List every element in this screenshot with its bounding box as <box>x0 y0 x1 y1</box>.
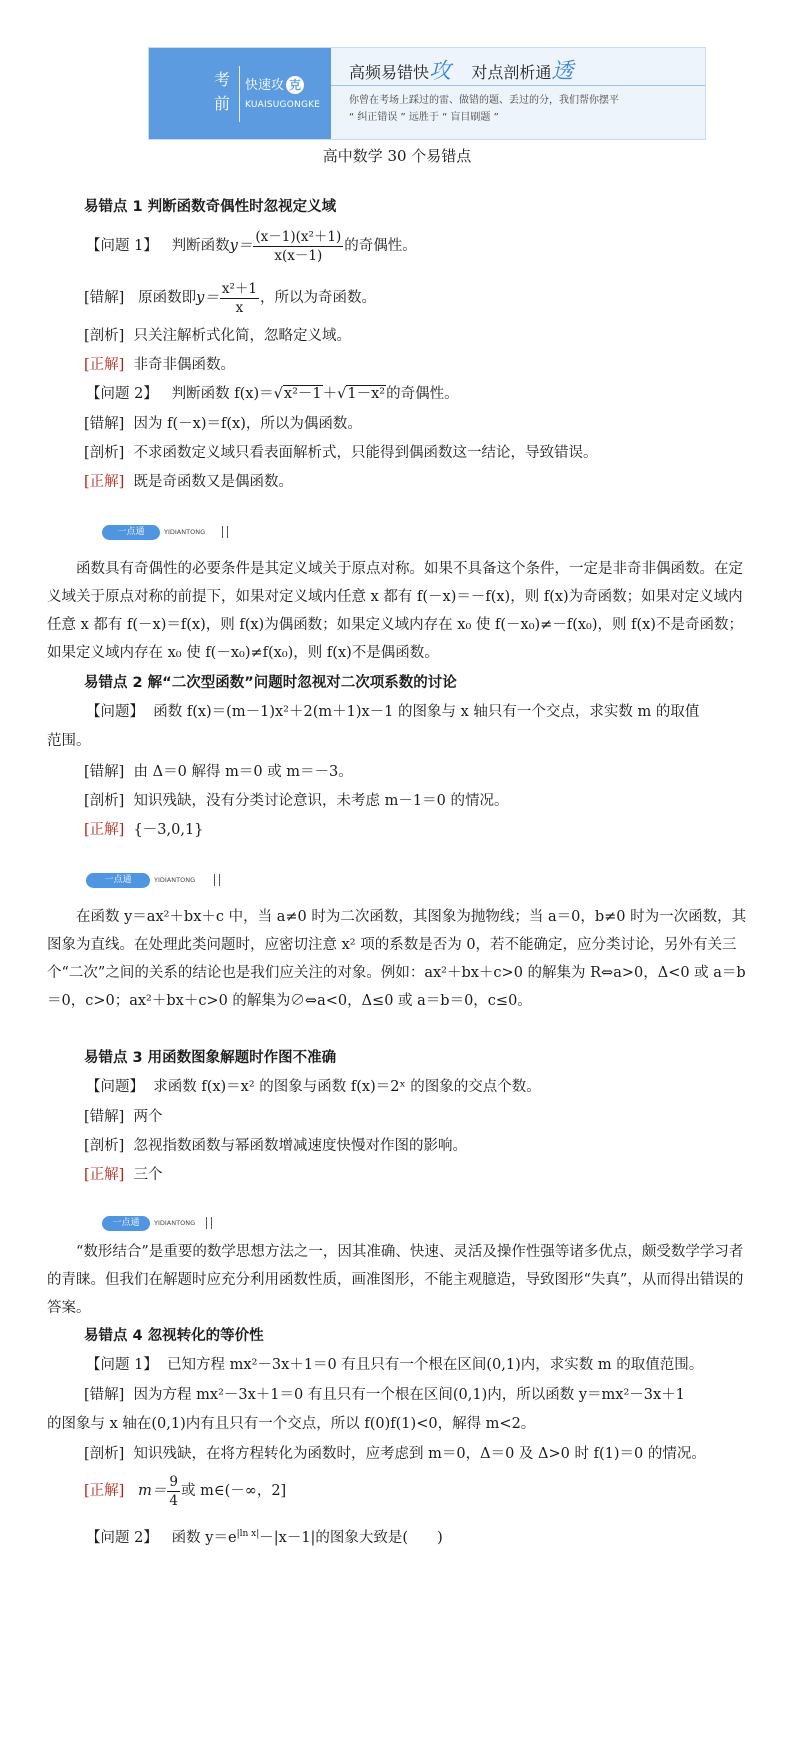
s3-correct <box>84 1165 163 1185</box>
s1-q2-pre: 判断函数 f(x)＝ <box>171 386 274 402</box>
s1-a2-label: [剖析] <box>84 445 125 461</box>
section-2-heading: 易错点 2 解“二次型函数”问题时忽视对二次项系数的讨论 <box>84 675 457 691</box>
slogan-accent-tou: 透 <box>551 59 574 84</box>
s1-c1-label: [正解] <box>84 357 125 373</box>
s1-w1-post: ，所以为奇函数。 <box>259 290 376 306</box>
s1-a2-text: 不求函数定义域只看表面解析式，只能得到偶函数这一结论，导致错误。 <box>133 445 598 461</box>
s1-w2-text: 因为 f(－x)＝f(x)，所以为偶函数。 <box>133 416 362 432</box>
s3-q-label: 【问题】 <box>86 1079 144 1095</box>
document-title: 高中数学 30 个易错点 <box>322 147 472 165</box>
s3-c-label: [正解] <box>84 1167 125 1183</box>
s2-c-text: {－3,0,1} <box>133 822 204 838</box>
s1-w1-pre: 原函数即 <box>138 290 197 306</box>
s3-wrong <box>84 1107 163 1127</box>
s4-c-denominator: 4 <box>169 1492 178 1509</box>
section-4-heading: 易错点 4 忽视转化的等价性 <box>84 1328 264 1344</box>
banner-intro-line-1: 你曾在考场上踩过的雷、做错的题、丢过的分，我们帮你摆平 <box>349 95 619 106</box>
s1-a1-text: 只关注解析式化简，忽略定义域。 <box>133 328 352 344</box>
s3-w-text: 两个 <box>133 1109 163 1125</box>
double-bar-icon <box>206 1217 212 1229</box>
s1-w1-fraction <box>220 280 259 317</box>
yidiantong-sub: YIDIANTONG <box>154 876 196 884</box>
s1-q2-radicand-1: x²－1 <box>283 386 322 402</box>
s1-w1-label: [错解] <box>84 290 125 306</box>
banner-rule <box>331 85 705 86</box>
s1-tip-paragraph: 函数具有奇偶性的必要条件是其定义域关于原点对称。如果不具备这个条件，一定是非奇非偶函数。在定义域关于原点对称的前提下，如果对定义域内任意 x 都有 f(－x)＝－f(x)，则 f(x)为奇函数；如果对定义域内任意 x 都有 f(－x)＝f(x)，则 f(x)为偶函数；如果定义域内存在 x₀ 使 f(－x₀)≠－f(x₀)，则 f(x)不是奇函数；如果定义域内存在 x₀ 使 f(－x₀)≠f(x₀)，则 f(x)不是偶函数。 <box>47 561 743 661</box>
s2-tip-paragraph: 在函数 y＝ax²＋bx＋c 中，当 a≠0 时为二次函数，其图象为抛物线；当 a＝0，b≠0 时为一次函数，其图象为直线。在处理此类问题时，应密切注意 x² 项的系数是否为 0，若不能确定，应分类讨论，另外有关三个“二次”之间的关系的结论也是我们应关注的对象。例如：ax²＋bx＋c>0 的解集为 R⇔a>0，Δ<0 或 a＝b＝0，c>0；ax²＋bx＋c>0 的解集为∅⇔a<0，Δ≤0 或 a＝b＝0，c≤0。 <box>47 909 747 1009</box>
s1-c2-label: [正解] <box>84 474 125 490</box>
s3-c-text: 三个 <box>133 1167 163 1183</box>
s3-analysis <box>84 1136 467 1156</box>
s4-analysis <box>84 1444 706 1464</box>
s3-w-label: [错解] <box>84 1109 125 1125</box>
banner-slogan <box>349 54 573 85</box>
s2-w-label: [错解] <box>84 764 125 780</box>
yidiantong-sub: YIDIANTONG <box>164 528 206 536</box>
s1-c1-text: 非奇非偶函数。 <box>133 357 236 373</box>
s4-w-line-1: 因为方程 mx²－3x＋1＝0 有且只有一个根在区间(0,1)内，所以函数 y＝mx²－3x＋1 <box>133 1387 685 1403</box>
s1-c2-text: 既是奇函数又是偶函数。 <box>133 474 294 490</box>
s3-a-text: 忽视指数函数与幂函数增减速度快慢对作图的影响。 <box>133 1138 468 1154</box>
s2-a-text: 知识残缺，没有分类讨论意识，未考虑 m－1＝0 的情况。 <box>133 793 509 809</box>
banner-kuaisu <box>245 74 304 94</box>
yidiantong-sub: YIDIANTONG <box>154 1219 196 1227</box>
s3-a-label: [剖析] <box>84 1138 125 1154</box>
banner-intro-line-2: “ 纠正错误 ” 远胜于 “ 盲目刷题 ” <box>349 112 499 123</box>
s4-c-numerator: 9 <box>169 1473 178 1490</box>
s2-c-label: [正解] <box>84 822 125 838</box>
banner-brand-panel <box>149 48 331 139</box>
banner-kuaisu-text: 快速攻 <box>245 78 285 93</box>
banner-kao: 考 <box>213 70 230 89</box>
section-1-heading: 易错点 1 判断函数奇偶性时忽视定义域 <box>84 199 337 215</box>
s1-q1-fraction <box>253 228 343 265</box>
s2-analysis <box>84 791 508 811</box>
s2-wrong <box>84 762 353 782</box>
s1-question-1 <box>86 227 417 265</box>
s1-analysis-2 <box>84 443 598 463</box>
s4-q2-pre: 函数 y＝e <box>171 1529 237 1546</box>
s4-c-pre: m＝ <box>138 1483 167 1499</box>
s1-w2-label: [错解] <box>84 416 125 432</box>
yidiantong-pill: 一点通 <box>102 525 160 540</box>
s4-wrong-cont: 的图象与 x 轴在(0,1)内有且只有一个交点，所以 f(0)f(1)<0，解得 m<2。 <box>47 1416 536 1432</box>
s4-question-1 <box>86 1355 703 1375</box>
s1-w1-y: y＝ <box>196 290 219 306</box>
banner-kaoqian <box>211 68 233 116</box>
s3-question <box>86 1077 541 1097</box>
s1-correct-1 <box>84 355 235 375</box>
s1-a1-label: [剖析] <box>84 328 125 344</box>
banner-qian: 前 <box>213 94 230 113</box>
s2-question-cont: 范围。 <box>47 733 91 749</box>
s1-question-2: 【问题 2】 判断函数 f(x)＝√x²－1＋√1－x²的奇偶性。 <box>86 386 459 402</box>
s1-q1-numerator: (x－1)(x²＋1) <box>255 228 342 245</box>
yidiantong-pill: 一点通 <box>102 1216 150 1231</box>
yidiantong-pill: 一点通 <box>86 873 150 888</box>
s1-q2-radicand-2: 1－x² <box>347 386 386 402</box>
s4-q1-label: 【问题 1】 <box>86 1357 158 1373</box>
s4-wrong <box>84 1385 685 1405</box>
slogan-part-b: 对点剖析通 <box>471 63 552 82</box>
s1-correct-2 <box>84 472 293 492</box>
s2-q-label: 【问题】 <box>86 704 144 720</box>
header-banner <box>148 47 706 140</box>
s2-correct <box>84 820 203 840</box>
slogan-accent-gong: 攻 <box>429 59 452 84</box>
s1-analysis-1 <box>84 326 351 346</box>
slogan-part-a: 高频易错快 <box>349 63 430 82</box>
s2-q-line-1: 函数 f(x)＝(m－1)x²＋2(m＋1)x－1 的图象与 x 轴只有一个交点，求实数 m 的取值 <box>153 704 700 720</box>
banner-slogan-panel <box>331 48 705 139</box>
s1-q1-denominator: x(x－1) <box>274 247 323 264</box>
banner-pinyin: KUAISUGONGKE <box>245 100 321 110</box>
s4-a-label: [剖析] <box>84 1446 125 1462</box>
s4-c-fraction <box>167 1473 180 1510</box>
s2-question <box>86 702 699 722</box>
s4-q2-label: 【问题 2】 <box>86 1529 158 1546</box>
s1-w1-denominator: x <box>235 299 244 316</box>
s4-correct <box>84 1471 286 1511</box>
ke-badge-icon: 克 <box>286 76 304 94</box>
s3-tip-paragraph: “数形结合”是重要的数学思想方法之一，因其准确、快速、灵活及操作性强等诸多优点，颇受数学学习者的青睐。但我们在解题时应充分利用函数性质，画准图形，不能主观臆造，导致图形“失真”，从而得出错误的答案。 <box>47 1244 744 1316</box>
s1-q2-label: 【问题 2】 <box>86 386 158 402</box>
s3-q-text: 求函数 f(x)＝x² 的图象与函数 f(x)＝2ˣ 的图象的交点个数。 <box>153 1079 541 1095</box>
s2-a-label: [剖析] <box>84 793 125 809</box>
s4-a-text: 知识残缺，在将方程转化为函数时，应考虑到 m＝0，Δ＝0 及 Δ>0 时 f(1)＝0 的情况。 <box>133 1446 706 1462</box>
s1-q1-post: 的奇偶性。 <box>344 238 417 254</box>
s4-q2-exponent: |ln x| <box>236 1529 260 1539</box>
s1-wrong-1 <box>84 279 376 317</box>
s1-q1-y: y＝ <box>229 238 253 254</box>
s4-question-2 <box>86 1524 443 1548</box>
s1-q1-label: 【问题 1】 <box>86 238 158 254</box>
banner-divider <box>239 66 240 122</box>
banner-intro <box>349 92 619 126</box>
s1-wrong-2 <box>84 414 362 434</box>
s4-c-post: 或 m∈(－∞，2] <box>181 1483 287 1499</box>
s4-q1-text: 已知方程 mx²－3x＋1＝0 有且只有一个根在区间(0,1)内，求实数 m 的取值范围。 <box>167 1357 704 1373</box>
double-bar-icon <box>222 526 228 538</box>
s4-c-label: [正解] <box>84 1483 125 1499</box>
s4-q2-post: －|x－1|的图象大致是( ) <box>259 1529 443 1546</box>
s4-w-label: [错解] <box>84 1387 125 1403</box>
s2-w-text: 由 Δ＝0 解得 m＝0 或 m＝－3。 <box>133 764 353 780</box>
s1-q2-plus: ＋ <box>322 386 338 402</box>
s1-q1-pre: 判断函数 <box>171 238 230 254</box>
double-bar-icon <box>214 874 220 886</box>
s1-q2-post: 的奇偶性。 <box>386 386 459 402</box>
s1-w1-numerator: x²＋1 <box>221 280 257 297</box>
section-3-heading: 易错点 3 用函数图象解题时作图不准确 <box>84 1050 337 1066</box>
